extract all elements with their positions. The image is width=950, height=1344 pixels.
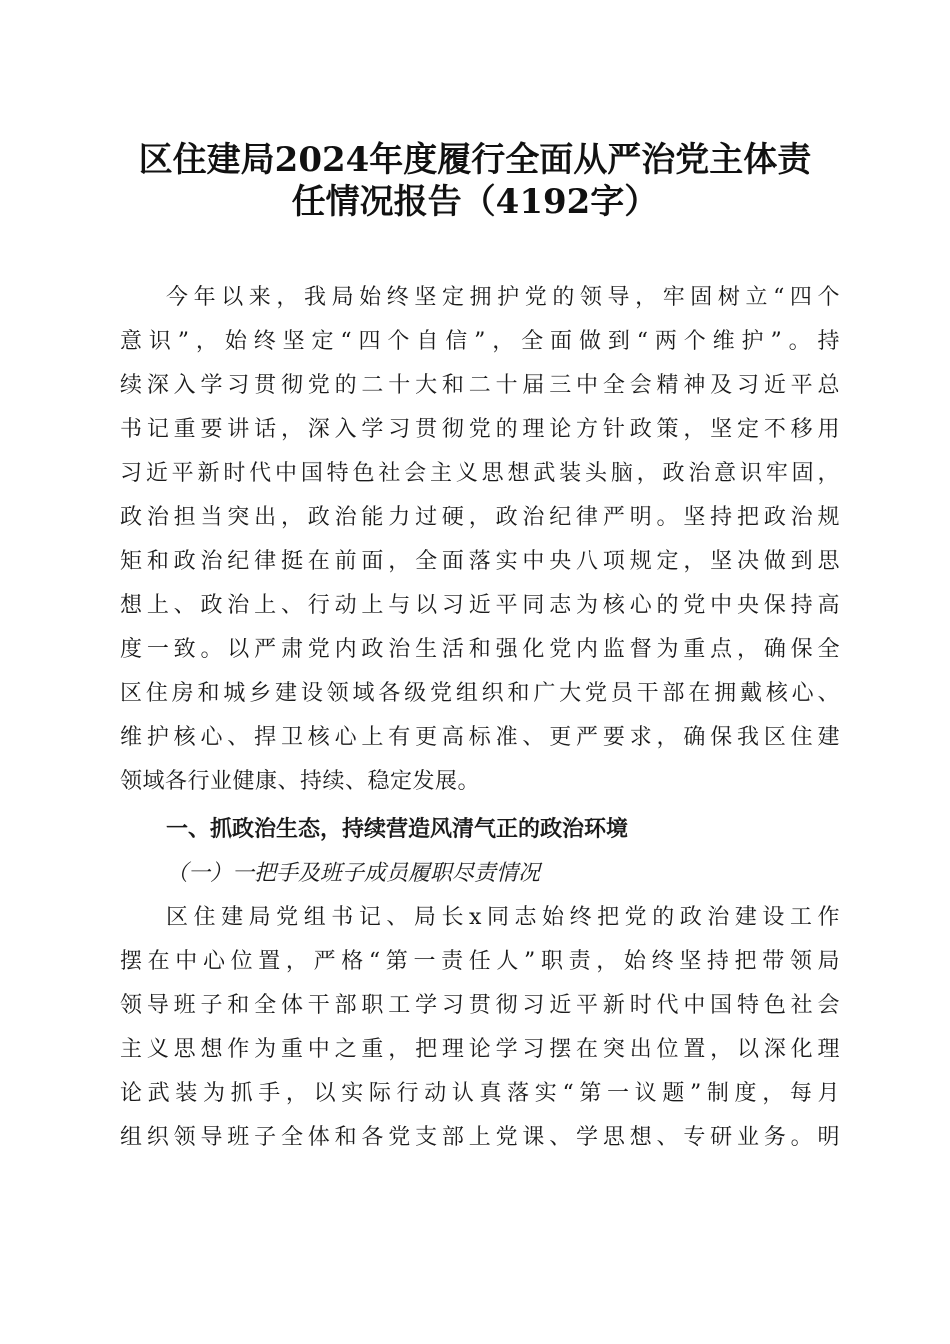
intro-line: 续深入学习贯彻党的二十大和二十届三中全会精神及习近平总 — [120, 373, 840, 398]
intro-line: 度一致。以严肃党内政治生活和强化党内监督为重点，确保全 — [120, 637, 840, 662]
intro-line: 习近平新时代中国特色社会主义思想武装头脑，政治意识牢固， — [120, 461, 840, 486]
intro-line: 矩和政治纪律挺在前面，全面落实中央八项规定，坚决做到思 — [120, 549, 840, 574]
body-line: 区住建局党组书记、局长x同志始终把党的政治建设工作 — [166, 905, 840, 930]
intro-line: 政治担当突出，政治能力过硬，政治纪律严明。坚持把政治规 — [120, 505, 840, 530]
body-line: 摆在中心位置，严格“第一责任人”职责，始终坚持把带领局 — [120, 949, 840, 974]
intro-line: 领域各行业健康、持续、稳定发展。 — [120, 769, 481, 794]
intro-line: 想上、政治上、行动上与以习近平同志为核心的党中央保持高 — [120, 593, 840, 618]
intro-line: 区住房和城乡建设领域各级党组织和广大党员干部在拥戴核心、 — [120, 681, 840, 706]
document-title-line-2: 任情况报告（4192字） — [291, 182, 659, 222]
intro-line: 意识”，始终坚定“四个自信”，全面做到“两个维护”。持 — [120, 329, 840, 354]
section-heading: 一、抓政治生态，持续营造风清气正的政治环境 — [166, 817, 629, 842]
subsection-heading: （一）一把手及班子成员履职尽责情况 — [166, 861, 541, 886]
body-line: 领导班子和全体干部职工学习贯彻习近平新时代中国特色社会 — [120, 993, 840, 1018]
body-line: 论武装为抓手，以实际行动认真落实“第一议题”制度，每月 — [120, 1081, 840, 1106]
intro-line: 今年以来，我局始终坚定拥护党的领导，牢固树立“四个 — [166, 285, 840, 310]
body-line: 主义思想作为重中之重，把理论学习摆在突出位置，以深化理 — [120, 1037, 840, 1062]
body-line: 组织领导班子全体和各党支部上党课、学思想、专研业务。明 — [120, 1125, 840, 1150]
intro-line: 书记重要讲话，深入学习贯彻党的理论方针政策，坚定不移用 — [120, 417, 840, 442]
document-title-line-1: 区住建局2024年度履行全面从严治党主体责 — [138, 140, 812, 180]
intro-line: 维护核心、捍卫核心上有更高标准、更严要求，确保我区住建 — [120, 725, 840, 750]
